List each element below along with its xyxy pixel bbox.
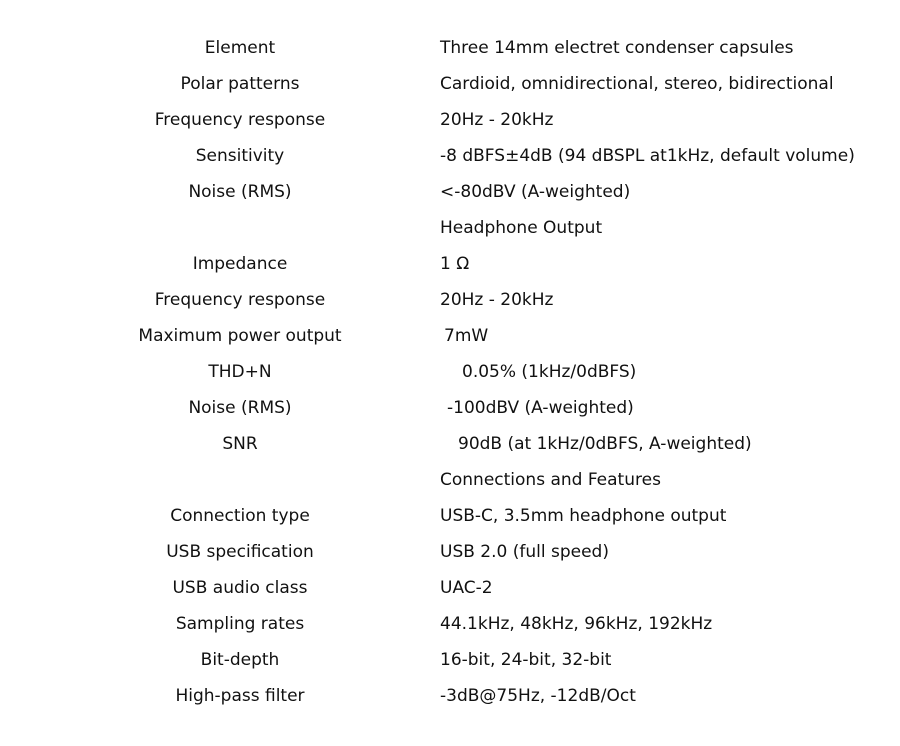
spec-label: Bit-depth	[200, 650, 280, 670]
spec-value: 7mW	[444, 326, 489, 346]
spec-label: Element	[204, 38, 276, 58]
spec-label: Sensitivity	[195, 146, 285, 166]
spec-label: Noise (RMS)	[188, 398, 292, 418]
spec-label: Frequency response	[154, 110, 326, 130]
spec-label: USB audio class	[172, 578, 308, 598]
spec-row	[0, 612, 900, 648]
spec-value: 1 Ω	[440, 254, 470, 274]
spec-value: Three 14mm electret condenser capsules	[440, 38, 794, 58]
spec-label: Connection type	[170, 506, 310, 526]
spec-label: Polar patterns	[180, 74, 300, 94]
section-heading-row	[0, 216, 900, 252]
spec-value: <-80dBV (A-weighted)	[440, 182, 631, 202]
spec-value: 0.05% (1kHz/0dBFS)	[462, 362, 637, 382]
spec-value: 16-bit, 24-bit, 32-bit	[440, 650, 612, 670]
spec-label: USB specification	[166, 542, 314, 562]
spec-row	[0, 144, 900, 180]
spec-label: Frequency response	[154, 290, 326, 310]
spec-value: -3dB@75Hz, -12dB/Oct	[440, 686, 636, 706]
spec-row	[0, 684, 900, 720]
spec-row	[0, 432, 900, 468]
spec-label: Maximum power output	[138, 326, 342, 346]
spec-value: 20Hz - 20kHz	[440, 290, 554, 310]
spec-value: 20Hz - 20kHz	[440, 110, 554, 130]
spec-value: -100dBV (A-weighted)	[447, 398, 634, 418]
spec-label: Impedance	[192, 254, 288, 274]
spec-label: SNR	[222, 434, 258, 454]
spec-row	[0, 396, 900, 432]
spec-value: -8 dBFS±4dB (94 dBSPL at1kHz, default volume)	[440, 146, 855, 166]
section-heading: Connections and Features	[440, 470, 661, 490]
spec-value: 44.1kHz, 48kHz, 96kHz, 192kHz	[440, 614, 713, 634]
spec-row	[0, 648, 900, 684]
spec-label: High-pass filter	[175, 686, 305, 706]
spec-row	[0, 576, 900, 612]
spec-label: Sampling rates	[175, 614, 305, 634]
spec-row	[0, 180, 900, 216]
spec-row	[0, 540, 900, 576]
spec-value: USB-C, 3.5mm headphone output	[440, 506, 727, 526]
spec-row	[0, 108, 900, 144]
spec-row	[0, 504, 900, 540]
spec-row	[0, 72, 900, 108]
spec-label: Noise (RMS)	[188, 182, 292, 202]
spec-label: THD+N	[208, 362, 272, 382]
spec-row	[0, 288, 900, 324]
spec-row	[0, 252, 900, 288]
spec-value: UAC-2	[440, 578, 493, 598]
section-heading-row	[0, 468, 900, 504]
spec-row	[0, 36, 900, 72]
spec-row	[0, 324, 900, 360]
spec-value: USB 2.0 (full speed)	[440, 542, 609, 562]
spec-value: Cardioid, omnidirectional, stereo, bidirectional	[440, 74, 834, 94]
spec-value: 90dB (at 1kHz/0dBFS, A-weighted)	[458, 434, 752, 454]
spec-row	[0, 360, 900, 396]
section-heading: Headphone Output	[440, 218, 603, 238]
